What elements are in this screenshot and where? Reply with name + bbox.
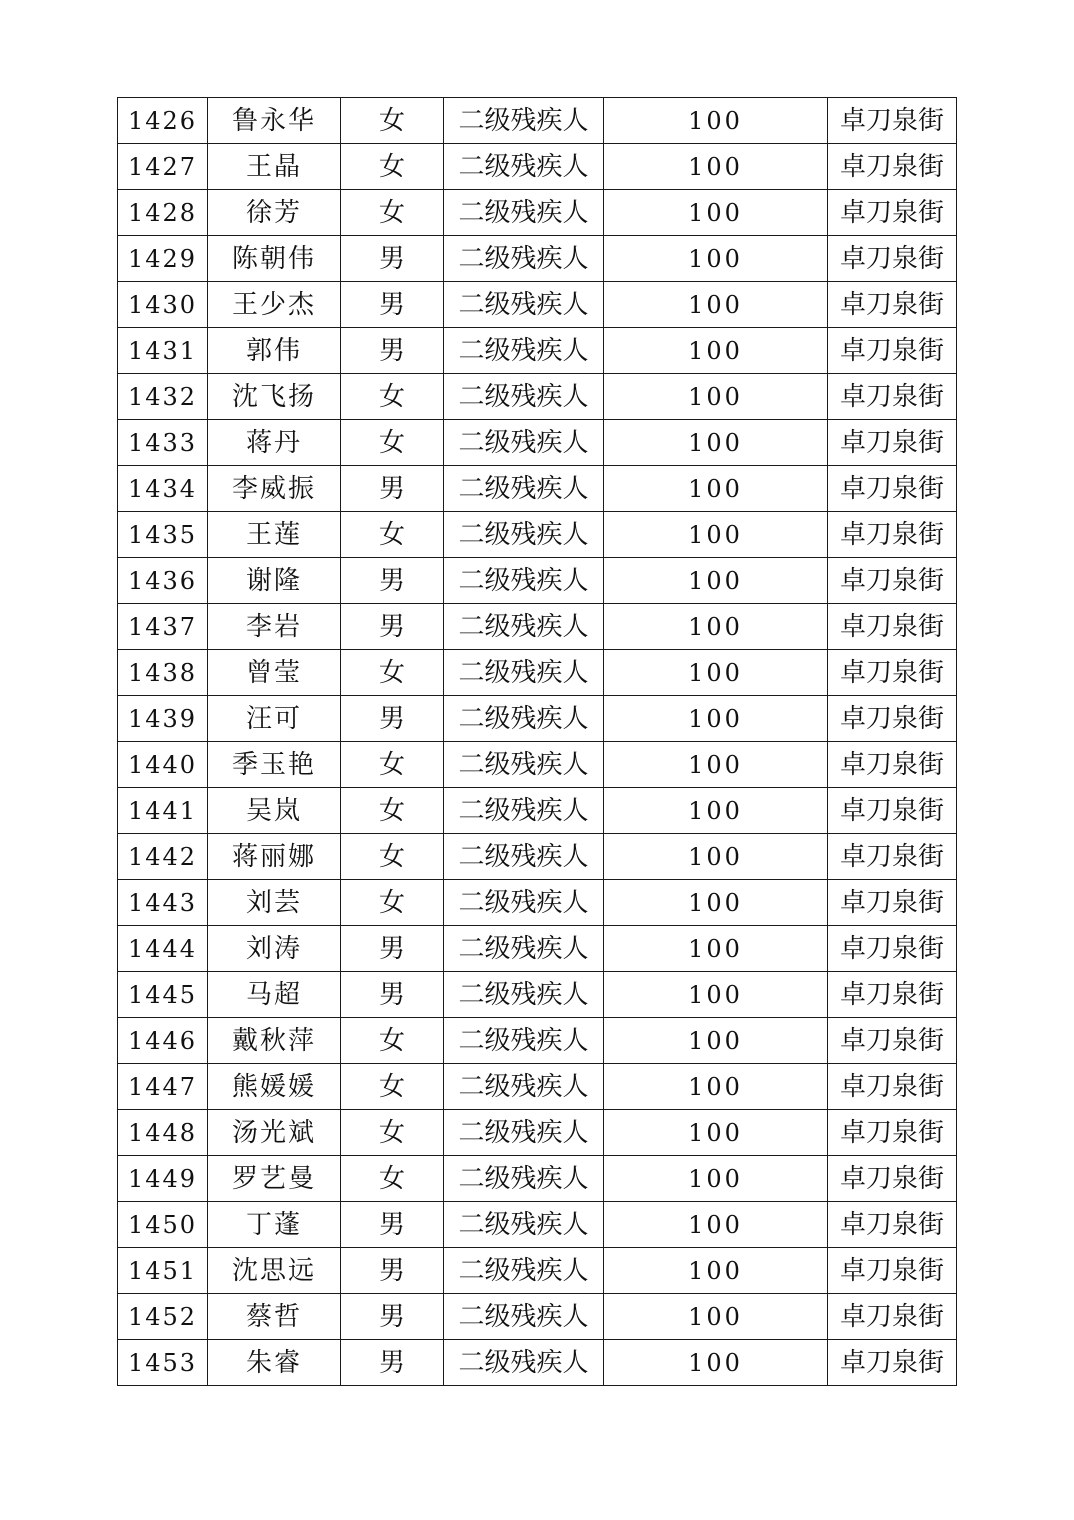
street-cell: 卓刀泉街 (828, 420, 957, 466)
person-name-cell: 汤光斌 (208, 1110, 341, 1156)
serial-number-cell: 1430 (118, 282, 208, 328)
gender-cell: 男 (341, 696, 444, 742)
serial-number-cell: 1439 (118, 696, 208, 742)
amount-cell: 100 (604, 1294, 828, 1340)
disability-level-cell: 二级残疾人 (444, 926, 604, 972)
person-name-cell: 谢隆 (208, 558, 341, 604)
serial-number-cell: 1445 (118, 972, 208, 1018)
person-name-cell: 曾莹 (208, 650, 341, 696)
disability-level-cell: 二级残疾人 (444, 742, 604, 788)
street-cell: 卓刀泉街 (828, 1248, 957, 1294)
amount-cell: 100 (604, 466, 828, 512)
disability-level-cell: 二级残疾人 (444, 512, 604, 558)
disability-level-cell: 二级残疾人 (444, 696, 604, 742)
disability-level-cell: 二级残疾人 (444, 282, 604, 328)
person-name-cell: 王少杰 (208, 282, 341, 328)
disability-level-cell: 二级残疾人 (444, 604, 604, 650)
disability-level-cell: 二级残疾人 (444, 420, 604, 466)
amount-cell: 100 (604, 604, 828, 650)
gender-cell: 女 (341, 190, 444, 236)
gender-cell: 女 (341, 1156, 444, 1202)
disability-level-cell: 二级残疾人 (444, 834, 604, 880)
street-cell: 卓刀泉街 (828, 1294, 957, 1340)
street-cell: 卓刀泉街 (828, 604, 957, 650)
serial-number-cell: 1427 (118, 144, 208, 190)
street-cell: 卓刀泉街 (828, 1018, 957, 1064)
disability-level-cell: 二级残疾人 (444, 1018, 604, 1064)
street-cell: 卓刀泉街 (828, 926, 957, 972)
gender-cell: 男 (341, 1248, 444, 1294)
disability-level-cell: 二级残疾人 (444, 374, 604, 420)
amount-cell: 100 (604, 1156, 828, 1202)
serial-number-cell: 1432 (118, 374, 208, 420)
person-name-cell: 刘涛 (208, 926, 341, 972)
street-cell: 卓刀泉街 (828, 1202, 957, 1248)
table-row (118, 696, 957, 742)
street-cell: 卓刀泉街 (828, 834, 957, 880)
serial-number-cell: 1440 (118, 742, 208, 788)
person-name-cell: 李岩 (208, 604, 341, 650)
amount-cell: 100 (604, 190, 828, 236)
table-row (118, 1156, 957, 1202)
person-name-cell: 吴岚 (208, 788, 341, 834)
table-row (118, 558, 957, 604)
amount-cell: 100 (604, 512, 828, 558)
amount-cell: 100 (604, 282, 828, 328)
table-row (118, 236, 957, 282)
serial-number-cell: 1436 (118, 558, 208, 604)
table-row (118, 1110, 957, 1156)
disability-level-cell: 二级残疾人 (444, 1294, 604, 1340)
amount-cell: 100 (604, 1248, 828, 1294)
serial-number-cell: 1446 (118, 1018, 208, 1064)
street-cell: 卓刀泉街 (828, 144, 957, 190)
gender-cell: 女 (341, 788, 444, 834)
gender-cell: 男 (341, 558, 444, 604)
person-name-cell: 蒋丹 (208, 420, 341, 466)
serial-number-cell: 1434 (118, 466, 208, 512)
table-row (118, 650, 957, 696)
table-row (118, 98, 957, 144)
person-name-cell: 罗艺曼 (208, 1156, 341, 1202)
disability-level-cell: 二级残疾人 (444, 328, 604, 374)
person-name-cell: 沈思远 (208, 1248, 341, 1294)
person-name-cell: 陈朝伟 (208, 236, 341, 282)
serial-number-cell: 1449 (118, 1156, 208, 1202)
street-cell: 卓刀泉街 (828, 650, 957, 696)
gender-cell: 女 (341, 420, 444, 466)
person-name-cell: 季玉艳 (208, 742, 341, 788)
gender-cell: 男 (341, 1202, 444, 1248)
street-cell: 卓刀泉街 (828, 236, 957, 282)
street-cell: 卓刀泉街 (828, 374, 957, 420)
street-cell: 卓刀泉街 (828, 880, 957, 926)
table-row (118, 282, 957, 328)
street-cell: 卓刀泉街 (828, 972, 957, 1018)
street-cell: 卓刀泉街 (828, 512, 957, 558)
street-cell: 卓刀泉街 (828, 788, 957, 834)
disability-level-cell: 二级残疾人 (444, 558, 604, 604)
gender-cell: 男 (341, 604, 444, 650)
person-name-cell: 蒋丽娜 (208, 834, 341, 880)
table-row (118, 972, 957, 1018)
disability-level-cell: 二级残疾人 (444, 650, 604, 696)
amount-cell: 100 (604, 1340, 828, 1386)
gender-cell: 男 (341, 328, 444, 374)
disability-level-cell: 二级残疾人 (444, 1248, 604, 1294)
amount-cell: 100 (604, 420, 828, 466)
table-row (118, 742, 957, 788)
person-name-cell: 王晶 (208, 144, 341, 190)
table-row (118, 328, 957, 374)
serial-number-cell: 1452 (118, 1294, 208, 1340)
person-name-cell: 汪可 (208, 696, 341, 742)
table-row (118, 604, 957, 650)
street-cell: 卓刀泉街 (828, 1340, 957, 1386)
disability-level-cell: 二级残疾人 (444, 1064, 604, 1110)
disability-level-cell: 二级残疾人 (444, 1340, 604, 1386)
street-cell: 卓刀泉街 (828, 190, 957, 236)
gender-cell: 男 (341, 282, 444, 328)
person-name-cell: 王莲 (208, 512, 341, 558)
gender-cell: 女 (341, 98, 444, 144)
amount-cell: 100 (604, 788, 828, 834)
gender-cell: 女 (341, 650, 444, 696)
amount-cell: 100 (604, 328, 828, 374)
table-row (118, 834, 957, 880)
disability-level-cell: 二级残疾人 (444, 98, 604, 144)
street-cell: 卓刀泉街 (828, 558, 957, 604)
table-row (118, 926, 957, 972)
table-row (118, 144, 957, 190)
serial-number-cell: 1438 (118, 650, 208, 696)
table-row (118, 788, 957, 834)
amount-cell: 100 (604, 1064, 828, 1110)
table-row (118, 1202, 957, 1248)
amount-cell: 100 (604, 1018, 828, 1064)
amount-cell: 100 (604, 696, 828, 742)
table-row (118, 1018, 957, 1064)
amount-cell: 100 (604, 972, 828, 1018)
disability-level-cell: 二级残疾人 (444, 144, 604, 190)
serial-number-cell: 1426 (118, 98, 208, 144)
street-cell: 卓刀泉街 (828, 466, 957, 512)
person-name-cell: 刘芸 (208, 880, 341, 926)
disability-level-cell: 二级残疾人 (444, 1110, 604, 1156)
amount-cell: 100 (604, 236, 828, 282)
table-row (118, 420, 957, 466)
table-row (118, 1248, 957, 1294)
gender-cell: 男 (341, 236, 444, 282)
table-row (118, 1294, 957, 1340)
gender-cell: 女 (341, 512, 444, 558)
street-cell: 卓刀泉街 (828, 1110, 957, 1156)
amount-cell: 100 (604, 98, 828, 144)
street-cell: 卓刀泉街 (828, 1064, 957, 1110)
street-cell: 卓刀泉街 (828, 1156, 957, 1202)
gender-cell: 女 (341, 1064, 444, 1110)
gender-cell: 女 (341, 374, 444, 420)
gender-cell: 女 (341, 880, 444, 926)
serial-number-cell: 1441 (118, 788, 208, 834)
gender-cell: 男 (341, 926, 444, 972)
amount-cell: 100 (604, 374, 828, 420)
gender-cell: 男 (341, 466, 444, 512)
serial-number-cell: 1442 (118, 834, 208, 880)
serial-number-cell: 1431 (118, 328, 208, 374)
disability-level-cell: 二级残疾人 (444, 190, 604, 236)
amount-cell: 100 (604, 926, 828, 972)
amount-cell: 100 (604, 1202, 828, 1248)
serial-number-cell: 1444 (118, 926, 208, 972)
serial-number-cell: 1429 (118, 236, 208, 282)
amount-cell: 100 (604, 1110, 828, 1156)
gender-cell: 女 (341, 144, 444, 190)
person-name-cell: 沈飞扬 (208, 374, 341, 420)
serial-number-cell: 1435 (118, 512, 208, 558)
amount-cell: 100 (604, 880, 828, 926)
table-row (118, 880, 957, 926)
gender-cell: 女 (341, 1018, 444, 1064)
disability-level-cell: 二级残疾人 (444, 972, 604, 1018)
disability-level-cell: 二级残疾人 (444, 236, 604, 282)
table-row (118, 1064, 957, 1110)
disability-level-cell: 二级残疾人 (444, 1156, 604, 1202)
gender-cell: 男 (341, 972, 444, 1018)
gender-cell: 女 (341, 742, 444, 788)
serial-number-cell: 1437 (118, 604, 208, 650)
gender-cell: 女 (341, 834, 444, 880)
street-cell: 卓刀泉街 (828, 696, 957, 742)
table-row (118, 1340, 957, 1386)
gender-cell: 女 (341, 1110, 444, 1156)
serial-number-cell: 1453 (118, 1340, 208, 1386)
street-cell: 卓刀泉街 (828, 98, 957, 144)
table-row (118, 466, 957, 512)
serial-number-cell: 1428 (118, 190, 208, 236)
table-row (118, 512, 957, 558)
person-name-cell: 戴秋萍 (208, 1018, 341, 1064)
table-body (118, 98, 957, 1386)
disability-level-cell: 二级残疾人 (444, 1202, 604, 1248)
serial-number-cell: 1450 (118, 1202, 208, 1248)
disability-level-cell: 二级残疾人 (444, 788, 604, 834)
table-row (118, 190, 957, 236)
amount-cell: 100 (604, 650, 828, 696)
person-name-cell: 丁蓬 (208, 1202, 341, 1248)
person-name-cell: 鲁永华 (208, 98, 341, 144)
serial-number-cell: 1447 (118, 1064, 208, 1110)
disability-level-cell: 二级残疾人 (444, 466, 604, 512)
disability-level-cell: 二级残疾人 (444, 880, 604, 926)
person-name-cell: 徐芳 (208, 190, 341, 236)
gender-cell: 男 (341, 1294, 444, 1340)
table-row (118, 374, 957, 420)
amount-cell: 100 (604, 742, 828, 788)
amount-cell: 100 (604, 834, 828, 880)
serial-number-cell: 1451 (118, 1248, 208, 1294)
person-name-cell: 李威振 (208, 466, 341, 512)
person-name-cell: 马超 (208, 972, 341, 1018)
person-name-cell: 朱睿 (208, 1340, 341, 1386)
person-name-cell: 郭伟 (208, 328, 341, 374)
subsidy-list-table (117, 97, 957, 1386)
serial-number-cell: 1448 (118, 1110, 208, 1156)
amount-cell: 100 (604, 558, 828, 604)
person-name-cell: 熊媛媛 (208, 1064, 341, 1110)
person-name-cell: 蔡哲 (208, 1294, 341, 1340)
gender-cell: 男 (341, 1340, 444, 1386)
serial-number-cell: 1443 (118, 880, 208, 926)
serial-number-cell: 1433 (118, 420, 208, 466)
street-cell: 卓刀泉街 (828, 742, 957, 788)
amount-cell: 100 (604, 144, 828, 190)
street-cell: 卓刀泉街 (828, 328, 957, 374)
street-cell: 卓刀泉街 (828, 282, 957, 328)
